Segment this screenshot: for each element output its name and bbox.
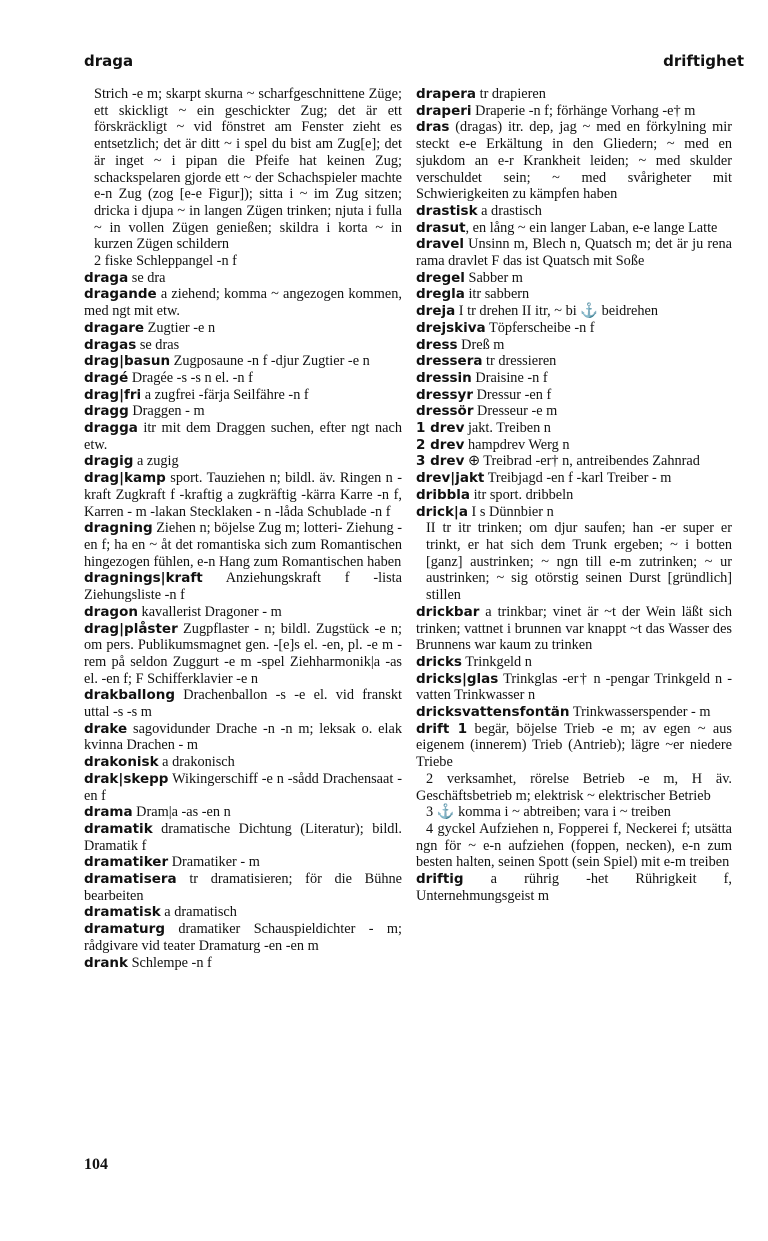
dictionary-entry bbox=[84, 771, 402, 804]
dictionary-entry bbox=[416, 403, 732, 420]
entry-text: itr mit dem Draggen suchen, efter ngt nach etw. bbox=[84, 420, 402, 453]
page-number: 104 bbox=[84, 1156, 108, 1173]
entry-headword: dricksvattensfontän bbox=[416, 704, 570, 721]
entry-headword: drakonisk bbox=[84, 754, 159, 771]
dictionary-entry bbox=[416, 236, 732, 269]
entry-text: a drastisch bbox=[477, 202, 542, 219]
entry-headword: dramatik bbox=[84, 820, 153, 837]
entry-text: a zugig bbox=[133, 453, 179, 470]
entry-text: Treibjagd -en f -karl Treiber - m bbox=[484, 470, 672, 487]
entry-text: II tr itr trinken; om djur saufen; han -er super er trinkt, er hat sich dem Trunk ergeben; ~ i botten [ganz] austrinken; ~ ngn till e-m zutrinken; ~ ur austrinken; ~ sig otörstig seinen Durst [gründlich] stillen bbox=[426, 520, 732, 604]
entry-text: itr sport. dribbeln bbox=[470, 486, 574, 503]
entry-headword: drak|skepp bbox=[84, 770, 169, 787]
entry-text: Dreß m bbox=[457, 336, 505, 353]
entry-headword: dressin bbox=[416, 369, 472, 386]
entry-text: Ziehen n; böjelse Zug m; lotteri- Ziehung -en f; ha en ~ åt det romantiska sich zum Romantischen hingezogen fühlen, e-n Hang zum Romantischen haben bbox=[84, 520, 402, 570]
dictionary-entry bbox=[84, 453, 402, 470]
entry-headword: drag|plåster bbox=[84, 620, 178, 637]
entry-headword: dricks bbox=[416, 653, 462, 670]
entry-text: (dragas) itr. dep, jag ~ med en förkylning mir steckt e-e Erkältung in den Gliedern; ~ med en sjukdom an e-r Krankheit leiden; ~ med skulder verschuldet sein; ~ med svårigheter mit Schwierigkeiten zu kämpfen haben bbox=[416, 119, 732, 203]
entry-headword: drag|basun bbox=[84, 353, 171, 370]
entry-text: Anziehungskraft f -lista Ziehungsliste -n f bbox=[84, 570, 402, 604]
entry-headword: dravel bbox=[416, 236, 465, 253]
dictionary-entry bbox=[416, 520, 732, 604]
entry-text: Dragée -s -s n el. -n f bbox=[128, 369, 253, 386]
dictionary-entry bbox=[416, 821, 732, 871]
entry-text: Draisine -n f bbox=[471, 369, 548, 386]
dictionary-entry bbox=[84, 687, 402, 720]
dictionary-entry bbox=[416, 203, 732, 220]
entry-text: Strich -e m; skarpt skurna ~ scharfgeschnittene Züge; ett skickligt ~ ein geschickter Zug; det är ett förskräckligt ~ vid fönstret am Fenster zieht es entsetzlich; det är ditt ~ i spel du bist am Zug[e]; det är inget ~ i pipan die Pfeife hat keinen Zug; schackspelaren gjorde ett ~ der Schachspieler machte e-n Zug (zog [e-e Figur]); sitta i ~ im Zug sitzen; dricka i djupa ~ in langen Zügen trinken; njuta i fulla ~ in vollen Zügen genießen; skildra i korta ~ in kurzen Zügen schildern bbox=[94, 86, 402, 253]
entry-headword: dregel bbox=[416, 269, 465, 286]
entry-headword: dressyr bbox=[416, 386, 474, 403]
entry-headword: dragas bbox=[84, 336, 137, 353]
entry-text: se dras bbox=[136, 336, 180, 353]
entry-headword: drag|fri bbox=[84, 386, 142, 403]
entry-text: Schlempe -n f bbox=[128, 954, 212, 971]
entry-headword: drag|kamp bbox=[84, 470, 166, 487]
dictionary-entry bbox=[84, 86, 402, 253]
dictionary-entry bbox=[416, 671, 732, 704]
dictionary-entry bbox=[84, 621, 402, 688]
entry-headword: dragg bbox=[84, 403, 129, 420]
dictionary-entry bbox=[84, 570, 402, 603]
entry-text: a zugfrei -färja Seilfähre -n f bbox=[141, 386, 309, 403]
dictionary-entry bbox=[84, 403, 402, 420]
dictionary-entry bbox=[416, 871, 732, 904]
entry-headword: drev|jakt bbox=[416, 470, 485, 487]
dictionary-entry bbox=[84, 854, 402, 871]
entry-headword: dressör bbox=[416, 403, 474, 420]
right-column bbox=[416, 86, 732, 904]
dictionary-entry bbox=[84, 921, 402, 954]
entry-text: Draperie -n f; förhänge Vorhang -e† m bbox=[471, 102, 696, 119]
entry-text: tr dramatisieren; för die Bühne bearbeiten bbox=[84, 871, 402, 904]
dictionary-entry bbox=[416, 270, 732, 287]
dictionary-entry bbox=[416, 437, 732, 454]
entry-headword: dregla bbox=[416, 286, 465, 303]
dictionary-entry bbox=[84, 320, 402, 337]
entry-text: Trinkwasserspender - m bbox=[569, 704, 711, 721]
entry-headword: drakballong bbox=[84, 687, 175, 704]
entry-text: Zugpflaster - n; bildl. Zugstück -e n; om pers. Publikumsmagnet gen. -[e]s el. -en, pl. -e m -rem på seldon Zuggurt -e m -spel Ziehharmonik|a -as el. -en f; F Schifferklavier -e n bbox=[84, 620, 402, 687]
dictionary-entry bbox=[416, 704, 732, 721]
dictionary-entry bbox=[416, 220, 732, 237]
entry-text: Zugposaune -n f -djur Zugtier -e n bbox=[170, 353, 370, 370]
entry-headword: dragning bbox=[84, 520, 153, 537]
entry-headword: dragig bbox=[84, 453, 134, 470]
entry-headword: drake bbox=[84, 720, 128, 737]
dictionary-entry bbox=[84, 286, 402, 319]
entry-headword: dragga bbox=[84, 420, 138, 437]
dictionary-entry bbox=[84, 871, 402, 904]
entry-headword: drastisk bbox=[416, 202, 478, 219]
dictionary-entry bbox=[84, 270, 402, 287]
dictionary-entry bbox=[416, 504, 732, 521]
dictionary-entry bbox=[84, 253, 402, 270]
entry-text: kavallerist Dragoner - m bbox=[137, 603, 282, 620]
left-column bbox=[84, 86, 402, 971]
dictionary-entry bbox=[84, 604, 402, 621]
entry-text: sagovidunder Drache -n -n m; leksak o. elak kvinna Drachen - m bbox=[84, 720, 402, 754]
entry-text: Dram|a -as -en n bbox=[132, 804, 231, 821]
entry-text: Draggen - m bbox=[128, 403, 205, 420]
entry-text: a rührig -het Rührigkeit f, Unternehmungsgeist m bbox=[416, 871, 732, 904]
entry-text: tr drapieren bbox=[476, 86, 546, 102]
entry-text: Drachenballon -s -e el. vid franskt uttal -s -s m bbox=[84, 687, 402, 721]
entry-headword: draga bbox=[84, 269, 129, 286]
dictionary-entry bbox=[416, 303, 732, 320]
entry-text: begär, böjelse Trieb -e m; av egen ~ aus eigenem (innerem) Trieb (Antrieb); lägre ~er niedere Triebe bbox=[416, 720, 732, 771]
dictionary-entry bbox=[416, 286, 732, 303]
entry-headword: dribbla bbox=[416, 486, 471, 503]
dictionary-entry bbox=[84, 904, 402, 921]
entry-headword: drama bbox=[84, 804, 133, 821]
entry-headword: dramaturg bbox=[84, 921, 165, 938]
entry-headword: dragé bbox=[84, 369, 129, 386]
entry-text: 4 gyckel Aufziehen n, Fopperei f, Neckerei f; utsätta ngn för ~ e-n aufziehen (foppen, necken), e-n zum besten halten, seinen Spott (sein Spiel) mit e-m treiben bbox=[416, 820, 732, 871]
entry-text: a ziehend; komma ~ angezogen kommen, med ngt mit etw. bbox=[84, 286, 402, 320]
entry-text: dramatische Dichtung (Literatur); bildl. Dramatik f bbox=[84, 820, 402, 854]
entry-text: 3 ⚓ komma i ~ abtreiben; vara i ~ treiben bbox=[426, 804, 671, 821]
entry-headword: dress bbox=[416, 336, 458, 353]
dictionary-entry bbox=[416, 387, 732, 404]
entry-text: a dramatisch bbox=[160, 904, 237, 921]
dictionary-entry bbox=[416, 320, 732, 337]
dictionary-entry bbox=[84, 754, 402, 771]
dictionary-entry bbox=[416, 487, 732, 504]
entry-headword: dragnings|kraft bbox=[84, 570, 203, 587]
entry-text: Sabber m bbox=[464, 269, 523, 286]
dictionary-entry bbox=[416, 654, 732, 671]
entry-text: Trinkglas -er† n -pengar Trinkgeld n -vatten Trinkwasser n bbox=[416, 670, 732, 704]
entry-headword: dramatiker bbox=[84, 854, 169, 871]
dictionary-entry bbox=[416, 453, 732, 470]
entry-text: Wikingerschiff -e n -sådd Drachensaat -en f bbox=[84, 770, 402, 804]
entry-headword: drickbar bbox=[416, 603, 480, 620]
running-head-left: draga bbox=[84, 52, 134, 70]
entry-text: 2 verksamhet, rörelse Betrieb -e m, H äv. Geschäftsbetrieb m; elektrisk ~ elektrischer Betrieb bbox=[416, 770, 732, 804]
entry-text: a drakonisch bbox=[158, 754, 235, 771]
dictionary-entry bbox=[416, 604, 732, 654]
dictionary-entry bbox=[84, 337, 402, 354]
entry-headword: drejskiva bbox=[416, 319, 486, 336]
dictionary-entry bbox=[416, 721, 732, 771]
entry-headword: 3 drev bbox=[416, 453, 465, 470]
dictionary-entry bbox=[84, 470, 402, 520]
entry-headword: dressera bbox=[416, 353, 483, 370]
dictionary-entry bbox=[416, 86, 732, 103]
entry-text: a trinkbar; vinet är ~t der Wein läßt sich trinken; vattnet i brunnen var knappt ~t das Wasser des Brunnens war kaum zu trinken bbox=[416, 603, 732, 654]
entry-text: sport. Tauziehen n; bildl. äv. Ringen n -kraft Zugkraft f -kraftig a zugkräftig -kärra Karre -n f, Karren - m -lakan Stecklaken - n -låda Schublade -n f bbox=[84, 470, 402, 520]
entry-headword: drapera bbox=[416, 86, 477, 102]
entry-headword: dramatisk bbox=[84, 904, 161, 921]
entry-text: Zugtier -e n bbox=[144, 319, 216, 336]
dictionary-entry bbox=[416, 353, 732, 370]
entry-headword: driftig bbox=[416, 871, 464, 888]
entry-headword: dreja bbox=[416, 303, 456, 320]
dictionary-entry bbox=[416, 370, 732, 387]
dictionary-entry bbox=[84, 721, 402, 754]
entry-headword: drank bbox=[84, 954, 129, 971]
entry-text: Trinkgeld n bbox=[461, 653, 532, 670]
entry-text: ⊕ Treibrad -er† n, antreibendes Zahnrad bbox=[464, 453, 700, 470]
entry-headword: drick|a bbox=[416, 503, 468, 520]
entry-headword: 2 drev bbox=[416, 436, 465, 453]
running-head-right: driftighet bbox=[663, 52, 744, 70]
entry-headword: 1 drev bbox=[416, 420, 465, 437]
dictionary-entry bbox=[84, 804, 402, 821]
entry-text: jakt. Treiben n bbox=[464, 420, 551, 437]
entry-text: hampdrev Werg n bbox=[464, 436, 570, 453]
entry-headword: dragande bbox=[84, 286, 157, 303]
dictionary-entry bbox=[84, 420, 402, 453]
entry-text: Töpferscheibe -n f bbox=[485, 319, 595, 336]
entry-text: Dresseur -e m bbox=[473, 403, 558, 420]
entry-text: itr sabbern bbox=[464, 286, 530, 303]
dictionary-entry bbox=[416, 771, 732, 804]
entry-text: Dressur -en f bbox=[473, 386, 552, 403]
dictionary-entry bbox=[84, 353, 402, 370]
dictionary-entry bbox=[84, 387, 402, 404]
entry-text: , en lång ~ ein langer Laban, e-e lange Latte bbox=[465, 219, 718, 236]
dictionary-entry bbox=[84, 370, 402, 387]
dictionary-entry bbox=[416, 103, 732, 120]
entry-text: I tr drehen II itr, ~ bi ⚓ beidrehen bbox=[455, 303, 659, 320]
entry-text: Dramatiker - m bbox=[168, 854, 260, 871]
dictionary-entry bbox=[416, 337, 732, 354]
entry-text: Unsinn m, Blech n, Quatsch m; det är ju rena rama dravlet F das ist Quatsch mit Soße bbox=[416, 236, 732, 270]
dictionary-entry bbox=[84, 821, 402, 854]
entry-headword: drift 1 bbox=[416, 720, 468, 737]
entry-headword: dras bbox=[416, 119, 450, 136]
entry-text: tr dressieren bbox=[482, 353, 557, 370]
dictionary-entry bbox=[84, 520, 402, 570]
entry-headword: dragare bbox=[84, 319, 145, 336]
dictionary-entry bbox=[416, 470, 732, 487]
entry-headword: draperi bbox=[416, 102, 472, 119]
dictionary-entry bbox=[416, 420, 732, 437]
entry-text: 2 fiske Schleppangel -n f bbox=[94, 253, 237, 270]
entry-headword: dricks|glas bbox=[416, 670, 499, 687]
dictionary-entry bbox=[84, 955, 402, 972]
dictionary-entry bbox=[416, 804, 732, 821]
entry-text: se dra bbox=[128, 269, 166, 286]
entry-text: I s Dünnbier n bbox=[467, 503, 554, 520]
entry-headword: dragon bbox=[84, 603, 138, 620]
entry-headword: dramatisera bbox=[84, 871, 177, 888]
dictionary-entry bbox=[416, 119, 732, 203]
entry-headword: drasut bbox=[416, 219, 466, 236]
entry-text: dramatiker Schauspieldichter - m; rådgivare vid teater Dramaturg -en -en m bbox=[84, 921, 402, 954]
